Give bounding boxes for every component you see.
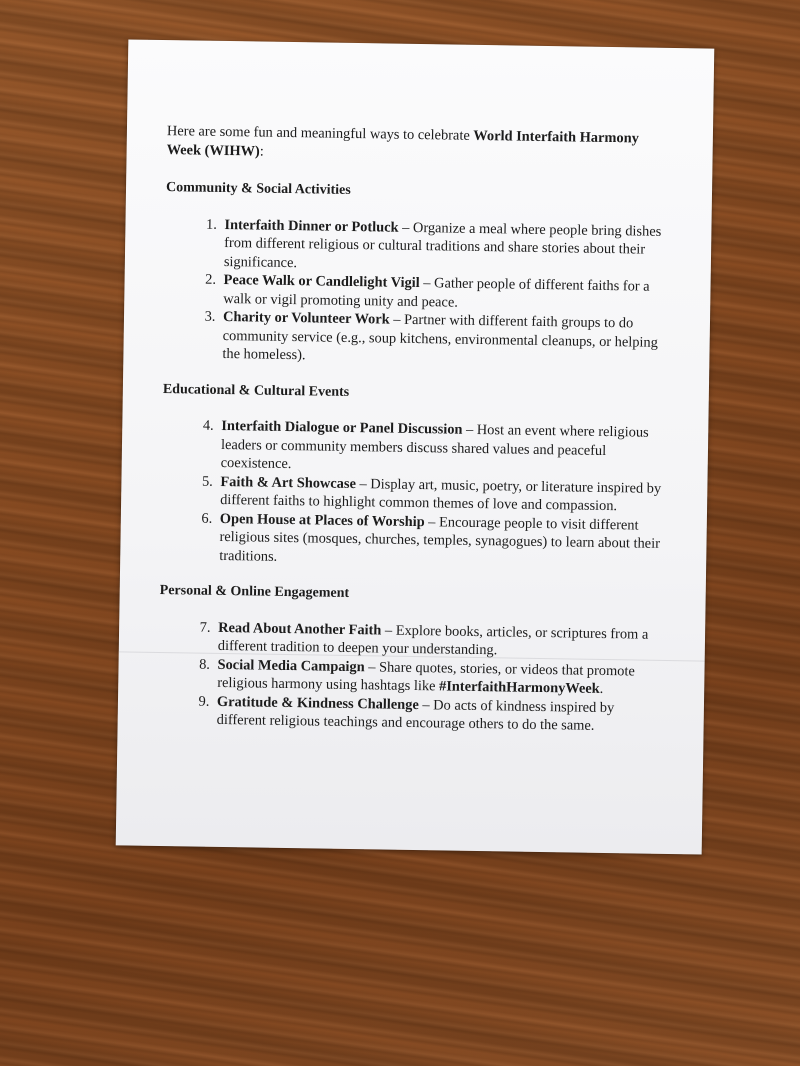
list-item (217, 417, 663, 479)
item-text: – Host an event where religious leaders or community members discuss shared values and peaceful coexistence. (220, 421, 649, 473)
hashtag: #InterfaithHarmonyWeek (438, 678, 600, 697)
item-title: Interfaith Dialogue or Panel Discussion (221, 417, 463, 438)
item-title: Faith & Art Showcase (220, 473, 357, 492)
item-text: – Share quotes, stories, or videos that promote religious harmony using hashtags like (217, 658, 635, 695)
item-title: Open House at Places of Worship (219, 510, 425, 530)
item-text: – Gather people of different faiths for a walk or vigil promoting unity and peace. (223, 275, 650, 311)
section-heading-personal: Personal & Online Engagement (159, 583, 350, 601)
intro-paragraph (166, 122, 667, 167)
item-title: Gratitude & Kindness Challenge (216, 693, 419, 713)
list-item (215, 509, 661, 571)
list-item (220, 215, 666, 277)
list-item (218, 308, 664, 370)
item-title: Peace Walk or Candlelight Vigil (223, 271, 420, 292)
section-heading-community: Community & Social Activities (165, 180, 351, 198)
paper-sheet (116, 39, 715, 854)
item-text-tail: . (599, 680, 604, 697)
list-item (216, 472, 662, 516)
section-list-community (163, 215, 665, 371)
item-text: – Encourage people to visit different religious sites (mosques, churches, temples, synagogues) to learn about their traditions. (219, 513, 661, 565)
item-text: – Do acts of kindness inspired by different religious teachings and encourage others to do the same. (216, 696, 615, 734)
section-heading-educational: Educational & Cultural Events (162, 381, 350, 400)
section-list-educational (160, 416, 662, 572)
intro-prefix: Here are some fun and meaningful ways to celebrate (166, 123, 474, 144)
item-title: Charity or Volunteer Work (222, 308, 390, 328)
item-text: – Explore books, articles, or scriptures from a different tradition to deepen your understanding. (217, 621, 649, 659)
list-item (213, 692, 659, 736)
item-text: – Partner with different faith groups to do community service (e.g., soup kitchens, environmental cleanups, or helping the homeless). (222, 311, 659, 364)
intro-suffix: : (259, 143, 264, 160)
item-text: – Organize a meal where people bring dishes from different religious or cultural traditions and share stories about their significance. (223, 219, 662, 271)
item-title: Social Media Campaign (217, 656, 365, 675)
list-item (213, 655, 659, 699)
item-text: – Display art, music, poetry, or literature inspired by different faiths to highlight common themes of love and compassion. (220, 475, 662, 515)
item-title: Interfaith Dinner or Potluck (224, 216, 399, 236)
item-title: Read About Another Faith (218, 619, 382, 638)
section-list-personal (158, 618, 660, 737)
intro-event-name: World Interfaith Harmony Week (WIHW) (166, 127, 639, 160)
